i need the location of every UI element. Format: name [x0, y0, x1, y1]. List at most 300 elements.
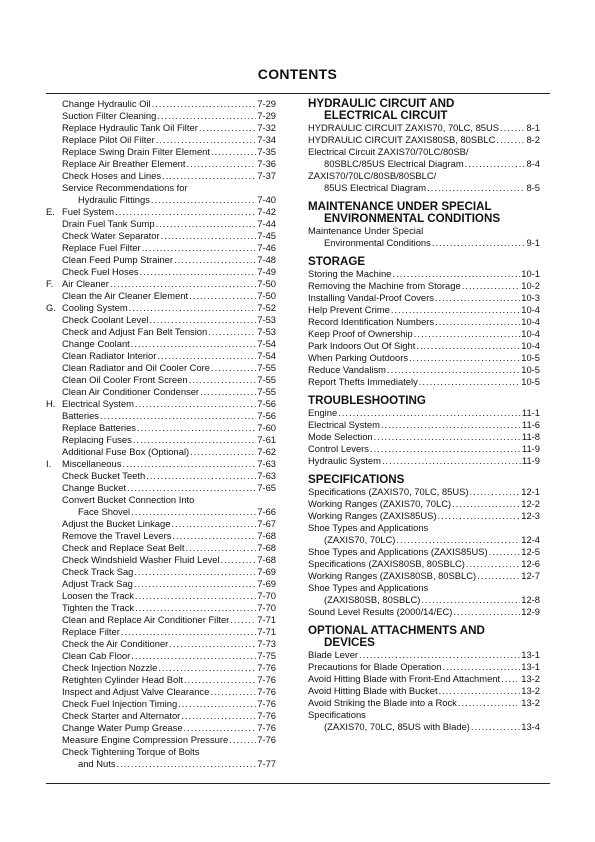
- dot-leader: [151, 194, 256, 206]
- toc-entry[interactable]: [308, 443, 540, 455]
- toc-entry[interactable]: [46, 374, 276, 386]
- toc-page-number: 7-29: [257, 110, 276, 121]
- toc-entry[interactable]: [46, 422, 276, 434]
- toc-page-number: 7-68: [257, 530, 276, 541]
- toc-entry[interactable]: [46, 458, 276, 470]
- toc-entry[interactable]: [308, 328, 540, 340]
- toc-page-number: 7-65: [257, 482, 276, 493]
- toc-entry-title: Keep Proof of Ownership: [308, 328, 413, 339]
- toc-entry[interactable]: [46, 266, 276, 278]
- dot-leader: [392, 268, 520, 280]
- toc-entry[interactable]: [46, 554, 276, 566]
- dot-leader: [439, 685, 521, 697]
- toc-page-number: 10-2: [521, 280, 540, 291]
- dot-leader: [131, 338, 256, 350]
- toc-entry[interactable]: [308, 709, 540, 721]
- toc-entry[interactable]: [46, 494, 276, 506]
- toc-page-number: 9-1: [526, 237, 540, 248]
- toc-entry-title: Check Water Separator: [62, 230, 160, 241]
- toc-page-number: 7-40: [257, 194, 276, 205]
- section-heading: OPTIONAL ATTACHMENTS AND: [308, 624, 485, 637]
- toc-page-number: 12-6: [521, 558, 540, 569]
- dot-leader: [382, 455, 521, 467]
- dot-leader: [432, 237, 526, 249]
- dot-leader: [442, 661, 520, 673]
- bottom-rule: [46, 783, 550, 784]
- toc-entry[interactable]: [308, 570, 540, 582]
- toc-entry-title: Avoid Striking the Blade into a Rock: [308, 697, 457, 708]
- toc-entry-title: Maintenance Under Special: [308, 225, 424, 236]
- toc-entry-title: Check Injection Nozzle: [62, 662, 158, 673]
- toc-entry[interactable]: [308, 498, 540, 510]
- toc-entry-title: Mode Selection: [308, 431, 373, 442]
- dot-leader: [146, 470, 256, 482]
- toc-page-number: 7-49: [257, 266, 276, 277]
- toc-entry[interactable]: [46, 758, 276, 770]
- toc-entry-title: Cooling System: [62, 302, 128, 313]
- dot-leader: [178, 698, 256, 710]
- dot-leader: [427, 182, 525, 194]
- toc-entry[interactable]: [308, 225, 540, 237]
- toc-entry-title: Electrical System: [62, 398, 134, 409]
- toc-page-number: 7-61: [257, 434, 276, 445]
- toc-entry[interactable]: [308, 606, 540, 618]
- dot-leader: [122, 458, 256, 470]
- toc-entry[interactable]: [46, 218, 276, 230]
- toc-entry[interactable]: [46, 674, 276, 686]
- toc-entry-title: Check Starter and Alternator: [62, 710, 181, 721]
- toc-entry[interactable]: [46, 626, 276, 638]
- toc-entry-title: Shoe Types and Applications: [308, 522, 429, 533]
- dot-leader: [409, 352, 520, 364]
- toc-entry[interactable]: [46, 710, 276, 722]
- toc-entry-title: Installing Vandal-Proof Covers: [308, 292, 434, 303]
- dot-leader: [185, 542, 256, 554]
- toc-entry-title: Clean Air Conditioner Condenser: [62, 386, 200, 397]
- toc-page-number: 7-56: [257, 398, 276, 409]
- toc-entry-title: ZAXIS70/70LC/80SB/80SBLC/: [308, 170, 437, 181]
- dot-leader: [169, 638, 256, 650]
- toc-entry-title: Blade Lever: [308, 649, 359, 660]
- toc-entry[interactable]: [46, 398, 276, 410]
- toc-entry-title: Avoid Hitting Blade with Bucket: [308, 685, 438, 696]
- dot-leader: [414, 328, 520, 340]
- toc-entry[interactable]: [46, 122, 276, 134]
- toc-entry-title: Clean Radiator Interior: [62, 350, 157, 361]
- toc-entry-title: Adjust Track Sag: [62, 578, 133, 589]
- toc-page-number: 7-68: [257, 554, 276, 565]
- toc-entry[interactable]: [308, 407, 540, 419]
- toc-entry-title: (ZAXIS70, 70LC, 85US with Blade): [324, 721, 470, 732]
- toc-entry-title: Shoe Types and Applications: [308, 582, 429, 593]
- toc-entry-title: When Parking Outdoors: [308, 352, 409, 363]
- toc-entry-title: Clean Radiator and Oil Cooler Core: [62, 362, 210, 373]
- toc-page-number: 7-54: [257, 350, 276, 361]
- toc-entry[interactable]: [308, 340, 540, 352]
- toc-entry[interactable]: [46, 530, 276, 542]
- dot-leader: [421, 594, 520, 606]
- toc-page-number: 12-9: [521, 606, 540, 617]
- dot-leader: [199, 122, 256, 134]
- toc-page-number: 12-7: [521, 570, 540, 581]
- dot-leader: [500, 122, 525, 134]
- toc-entry[interactable]: [308, 534, 540, 546]
- toc-entry[interactable]: [308, 673, 540, 685]
- toc-page-number: 10-4: [521, 316, 540, 327]
- toc-entry[interactable]: [308, 558, 540, 570]
- toc-entry[interactable]: [46, 386, 276, 398]
- toc-entry[interactable]: [308, 455, 540, 467]
- toc-entry[interactable]: [308, 146, 540, 158]
- dot-leader: [140, 266, 257, 278]
- toc-entry[interactable]: [308, 158, 540, 170]
- toc-entry[interactable]: [308, 376, 540, 388]
- toc-entry-title: HYDRAULIC CIRCUIT ZAXIS70, 70LC, 85US: [308, 122, 500, 133]
- toc-entry-title: (ZAXIS80SB, 80SBLC): [324, 594, 421, 605]
- toc-entry-title: Working Ranges (ZAXIS85US): [308, 510, 437, 521]
- toc-entry[interactable]: [308, 419, 540, 431]
- toc-entry[interactable]: [46, 470, 276, 482]
- dot-leader: [208, 326, 256, 338]
- toc-entry[interactable]: [308, 546, 540, 558]
- toc-page-number: 7-76: [257, 734, 276, 745]
- toc-entry[interactable]: [308, 122, 540, 134]
- toc-entry[interactable]: [308, 304, 540, 316]
- dot-leader: [210, 686, 256, 698]
- dot-leader: [211, 146, 256, 158]
- toc-page-number: 7-50: [257, 278, 276, 289]
- toc-entry[interactable]: [46, 134, 276, 146]
- toc-page-number: 7-55: [257, 362, 276, 373]
- toc-page-number: 7-54: [257, 338, 276, 349]
- toc-page-number: 13-2: [521, 697, 540, 708]
- dot-leader: [157, 350, 256, 362]
- toc-entry-title: Clean Oil Cooler Front Screen: [62, 374, 188, 385]
- toc-entry[interactable]: [46, 602, 276, 614]
- toc-page-number: 11-8: [521, 431, 540, 442]
- toc-entry[interactable]: [308, 237, 540, 249]
- dot-leader: [134, 578, 256, 590]
- dot-leader: [135, 398, 256, 410]
- toc-entry-title: Replace Batteries: [62, 422, 136, 433]
- toc-entry[interactable]: [46, 698, 276, 710]
- dot-leader: [135, 602, 256, 614]
- toc-page-number: 7-75: [257, 650, 276, 661]
- section-letter: F.: [46, 278, 54, 289]
- dot-leader: [134, 566, 256, 578]
- toc-entry-title: Drain Fuel Tank Sump: [62, 218, 155, 229]
- toc-entry-title: Fuel System: [62, 206, 115, 217]
- dot-leader: [127, 482, 256, 494]
- toc-entry[interactable]: [308, 280, 540, 292]
- toc-entry[interactable]: [46, 638, 276, 650]
- toc-entry-title: Check Bucket Teeth: [62, 470, 146, 481]
- toc-page-number: 12-8: [521, 594, 540, 605]
- toc-entry[interactable]: [46, 518, 276, 530]
- dot-leader: [470, 486, 521, 498]
- section-heading: ELECTRICAL CIRCUIT: [324, 109, 448, 122]
- toc-entry-title: Additional Fuse Box (Optional): [62, 446, 190, 457]
- toc-entry[interactable]: [46, 170, 276, 182]
- section-heading: TROUBLESHOOTING: [308, 394, 426, 407]
- section-heading: STORAGE: [308, 255, 366, 268]
- toc-entry[interactable]: [308, 486, 540, 498]
- toc-entry-title: Remove the Travel Levers: [62, 530, 172, 541]
- toc-page-number: 7-69: [257, 566, 276, 577]
- toc-page-number: 11-6: [521, 419, 540, 430]
- toc-entry[interactable]: [46, 434, 276, 446]
- toc-entry-title: Suction Filter Cleaning: [62, 110, 157, 121]
- toc-page-number: 7-70: [257, 602, 276, 613]
- toc-entry-title: Replace Pilot Oil Filter: [62, 134, 155, 145]
- toc-page-number: 7-62: [257, 446, 276, 457]
- dot-leader: [131, 506, 256, 518]
- dot-leader: [190, 446, 256, 458]
- toc-entry[interactable]: [308, 721, 540, 733]
- toc-page-number: 8-5: [526, 182, 540, 193]
- toc-page-number: 7-52: [257, 302, 276, 313]
- toc-entry[interactable]: [308, 685, 540, 697]
- toc-entry[interactable]: [46, 206, 276, 218]
- toc-entry[interactable]: [46, 446, 276, 458]
- toc-page-number: 12-3: [521, 510, 540, 521]
- toc-entry[interactable]: [46, 578, 276, 590]
- toc-entry-title: Reduce Vandalism: [308, 364, 386, 375]
- toc-entry[interactable]: [46, 290, 276, 302]
- dot-leader: [171, 518, 256, 530]
- dot-leader: [438, 510, 521, 522]
- toc-entry[interactable]: [46, 98, 276, 110]
- toc-page-number: 7-29: [257, 98, 276, 109]
- toc-entry[interactable]: [46, 182, 276, 194]
- toc-entry-title: Miscellaneous: [62, 458, 122, 469]
- toc-entry[interactable]: [46, 614, 276, 626]
- toc-entry[interactable]: [46, 362, 276, 374]
- toc-entry[interactable]: [46, 746, 276, 758]
- dot-leader: [338, 407, 521, 419]
- toc-page-number: 7-68: [257, 542, 276, 553]
- toc-entry-title: Hydraulic System: [308, 455, 381, 466]
- dot-leader: [156, 218, 257, 230]
- toc-page-number: 7-37: [257, 170, 276, 181]
- toc-page-number: 7-32: [257, 122, 276, 133]
- toc-entry[interactable]: [46, 194, 276, 206]
- toc-entry-title: Sound Level Results (2000/14/EC): [308, 606, 453, 617]
- toc-entry[interactable]: [46, 110, 276, 122]
- dot-leader: [152, 98, 257, 110]
- toc-entry[interactable]: [46, 146, 276, 158]
- toc-entry-title: Electrical System: [308, 419, 380, 430]
- dot-leader: [458, 697, 520, 709]
- toc-entry[interactable]: [308, 649, 540, 661]
- toc-page-number: 7-42: [257, 206, 276, 217]
- toc-entry[interactable]: [46, 734, 276, 746]
- dot-leader: [221, 554, 257, 566]
- toc-entry-title: Working Ranges (ZAXIS80SB, 80SBLC): [308, 570, 477, 581]
- section-heading: SPECIFICATIONS: [308, 473, 405, 486]
- dot-leader: [137, 422, 256, 434]
- toc-left-column: [46, 98, 276, 770]
- toc-entry-title: Change Water Pump Grease: [62, 722, 183, 733]
- toc-entry-title: Electrical Circuit ZAXIS70/70LC/80SB/: [308, 146, 469, 157]
- dot-leader: [465, 158, 526, 170]
- page-title: CONTENTS: [257, 66, 338, 82]
- toc-entry[interactable]: [46, 542, 276, 554]
- toc-entry[interactable]: [46, 302, 276, 314]
- toc-entry-title: Specifications: [308, 709, 366, 720]
- toc-entry[interactable]: [46, 686, 276, 698]
- toc-entry[interactable]: [46, 590, 276, 602]
- toc-entry[interactable]: [46, 230, 276, 242]
- toc-page-number: 7-66: [257, 506, 276, 517]
- toc-page-number: 7-63: [257, 470, 276, 481]
- dot-leader: [230, 614, 256, 626]
- toc-entry[interactable]: [46, 254, 276, 266]
- dot-leader: [156, 134, 256, 146]
- toc-entry-title: Air Cleaner: [62, 278, 109, 289]
- toc-entry[interactable]: [308, 661, 540, 673]
- dot-leader: [200, 386, 256, 398]
- toc-entry[interactable]: [46, 350, 276, 362]
- toc-entry-title: Replace Hydraulic Tank Oil Filter: [62, 122, 198, 133]
- toc-entry[interactable]: [308, 268, 540, 280]
- toc-page-number: 7-76: [257, 722, 276, 733]
- toc-page-number: 7-69: [257, 578, 276, 589]
- dot-leader: [162, 170, 256, 182]
- toc-entry[interactable]: [46, 158, 276, 170]
- section-heading: DEVICES: [324, 636, 375, 649]
- toc-entry-title: HYDRAULIC CIRCUIT ZAXIS80SB, 80SBLC: [308, 134, 496, 145]
- dot-leader: [501, 673, 520, 685]
- toc-entry[interactable]: [46, 242, 276, 254]
- dot-leader: [391, 304, 520, 316]
- toc-entry[interactable]: [46, 722, 276, 734]
- dot-leader: [452, 498, 520, 510]
- dot-leader: [110, 278, 256, 290]
- toc-entry-title: Retighten Cylinder Head Bolt: [62, 674, 183, 685]
- toc-entry-title: Check Track Sag: [62, 566, 134, 577]
- toc-entry-title: Replace Fuel Filter: [62, 242, 141, 253]
- toc-entry[interactable]: [308, 364, 540, 376]
- toc-page-number: 13-2: [521, 673, 540, 684]
- toc-entry-title: Engine: [308, 407, 338, 418]
- toc-entry-title: Service Recommendations for: [62, 182, 188, 193]
- dot-leader: [129, 302, 257, 314]
- dot-leader: [489, 546, 521, 558]
- dot-leader: [189, 290, 256, 302]
- toc-entry-title: (ZAXIS70, 70LC): [324, 534, 396, 545]
- toc-entry-title: Check Fuel Hoses: [62, 266, 139, 277]
- dot-leader: [150, 314, 257, 326]
- toc-page-number: 7-48: [257, 254, 276, 265]
- dot-leader: [477, 570, 520, 582]
- toc-page-number: 10-5: [521, 364, 540, 375]
- dot-leader: [115, 206, 256, 218]
- dot-leader: [453, 606, 520, 618]
- toc-page-number: 7-60: [257, 422, 276, 433]
- toc-entry-title: Loosen the Track: [62, 590, 134, 601]
- dot-leader: [121, 626, 256, 638]
- dot-leader: [184, 722, 257, 734]
- toc-entry[interactable]: [308, 352, 540, 364]
- toc-entry-title: Help Prevent Crime: [308, 304, 390, 315]
- toc-entry-title: Park Indoors Out Of Sight: [308, 340, 416, 351]
- dot-leader: [387, 364, 520, 376]
- dot-leader: [435, 292, 520, 304]
- dot-leader: [131, 650, 256, 662]
- toc-entry-title: Batteries: [62, 410, 99, 421]
- toc-entry[interactable]: [46, 278, 276, 290]
- toc-page-number: 10-4: [521, 304, 540, 315]
- toc-entry[interactable]: [308, 522, 540, 534]
- toc-entry-title: 80SBLC/85US Electrical Diagram: [324, 158, 464, 169]
- toc-entry-title: Specifications (ZAXIS70, 70LC, 85US): [308, 486, 469, 497]
- toc-entry[interactable]: [46, 566, 276, 578]
- toc-entry[interactable]: [46, 410, 276, 422]
- toc-entry[interactable]: [308, 697, 540, 709]
- toc-entry-title: Specifications (ZAXIS80SB, 80SBLC): [308, 558, 465, 569]
- toc-entry[interactable]: [308, 431, 540, 443]
- section-heading: MAINTENANCE UNDER SPECIAL: [308, 200, 492, 213]
- toc-page-number: 7-77: [257, 758, 276, 769]
- dot-leader: [133, 434, 256, 446]
- toc-entry[interactable]: [46, 326, 276, 338]
- section-letter: G.: [46, 302, 56, 313]
- toc-entry[interactable]: [308, 170, 540, 182]
- toc-entry[interactable]: [308, 182, 540, 194]
- toc-entry-title: Inspect and Adjust Valve Clearance: [62, 686, 210, 697]
- toc-page-number: 7-53: [257, 326, 276, 337]
- section-heading: HYDRAULIC CIRCUIT AND: [308, 97, 455, 110]
- toc-entry[interactable]: [308, 292, 540, 304]
- dot-leader: [157, 110, 256, 122]
- toc-entry[interactable]: [46, 662, 276, 674]
- dot-leader: [416, 340, 520, 352]
- toc-page-number: 12-1: [521, 486, 540, 497]
- toc-entry-title: Working Ranges (ZAXIS70, 70LC): [308, 498, 452, 509]
- toc-entry-title: Removing the Machine from Storage: [308, 280, 461, 291]
- toc-entry-title: Replace Filter: [62, 626, 120, 637]
- toc-page-number: 12-4: [521, 534, 540, 545]
- dot-leader: [462, 280, 521, 292]
- toc-entry[interactable]: [308, 510, 540, 522]
- toc-page-number: 7-35: [257, 146, 276, 157]
- toc-entry[interactable]: [308, 316, 540, 328]
- toc-entry[interactable]: [308, 134, 540, 146]
- toc-entry[interactable]: [46, 482, 276, 494]
- dot-leader: [161, 230, 257, 242]
- toc-entry[interactable]: [308, 582, 540, 594]
- toc-page-number: 10-5: [521, 352, 540, 363]
- toc-page-number: 10-5: [521, 376, 540, 387]
- section-heading: ENVIRONMENTAL CONDITIONS: [324, 212, 501, 225]
- toc-page-number: 12-5: [521, 546, 540, 557]
- toc-entry[interactable]: [308, 594, 540, 606]
- toc-page-number: 8-4: [526, 158, 540, 169]
- toc-page-number: 10-1: [521, 268, 540, 279]
- toc-page-number: 7-55: [257, 386, 276, 397]
- toc-entry-title: 85US Electrical Diagram: [324, 182, 427, 193]
- toc-page-number: 13-1: [521, 649, 540, 660]
- toc-entry[interactable]: [46, 650, 276, 662]
- toc-entry[interactable]: [46, 506, 276, 518]
- toc-entry-title: Adjust the Bucket Linkage: [62, 518, 171, 529]
- toc-entry-title: Tighten the Track: [62, 602, 135, 613]
- section-letter: I.: [46, 458, 52, 469]
- toc-entry-title: Check Fuel Injection Timing: [62, 698, 178, 709]
- toc-entry[interactable]: [46, 338, 276, 350]
- toc-entry[interactable]: [46, 314, 276, 326]
